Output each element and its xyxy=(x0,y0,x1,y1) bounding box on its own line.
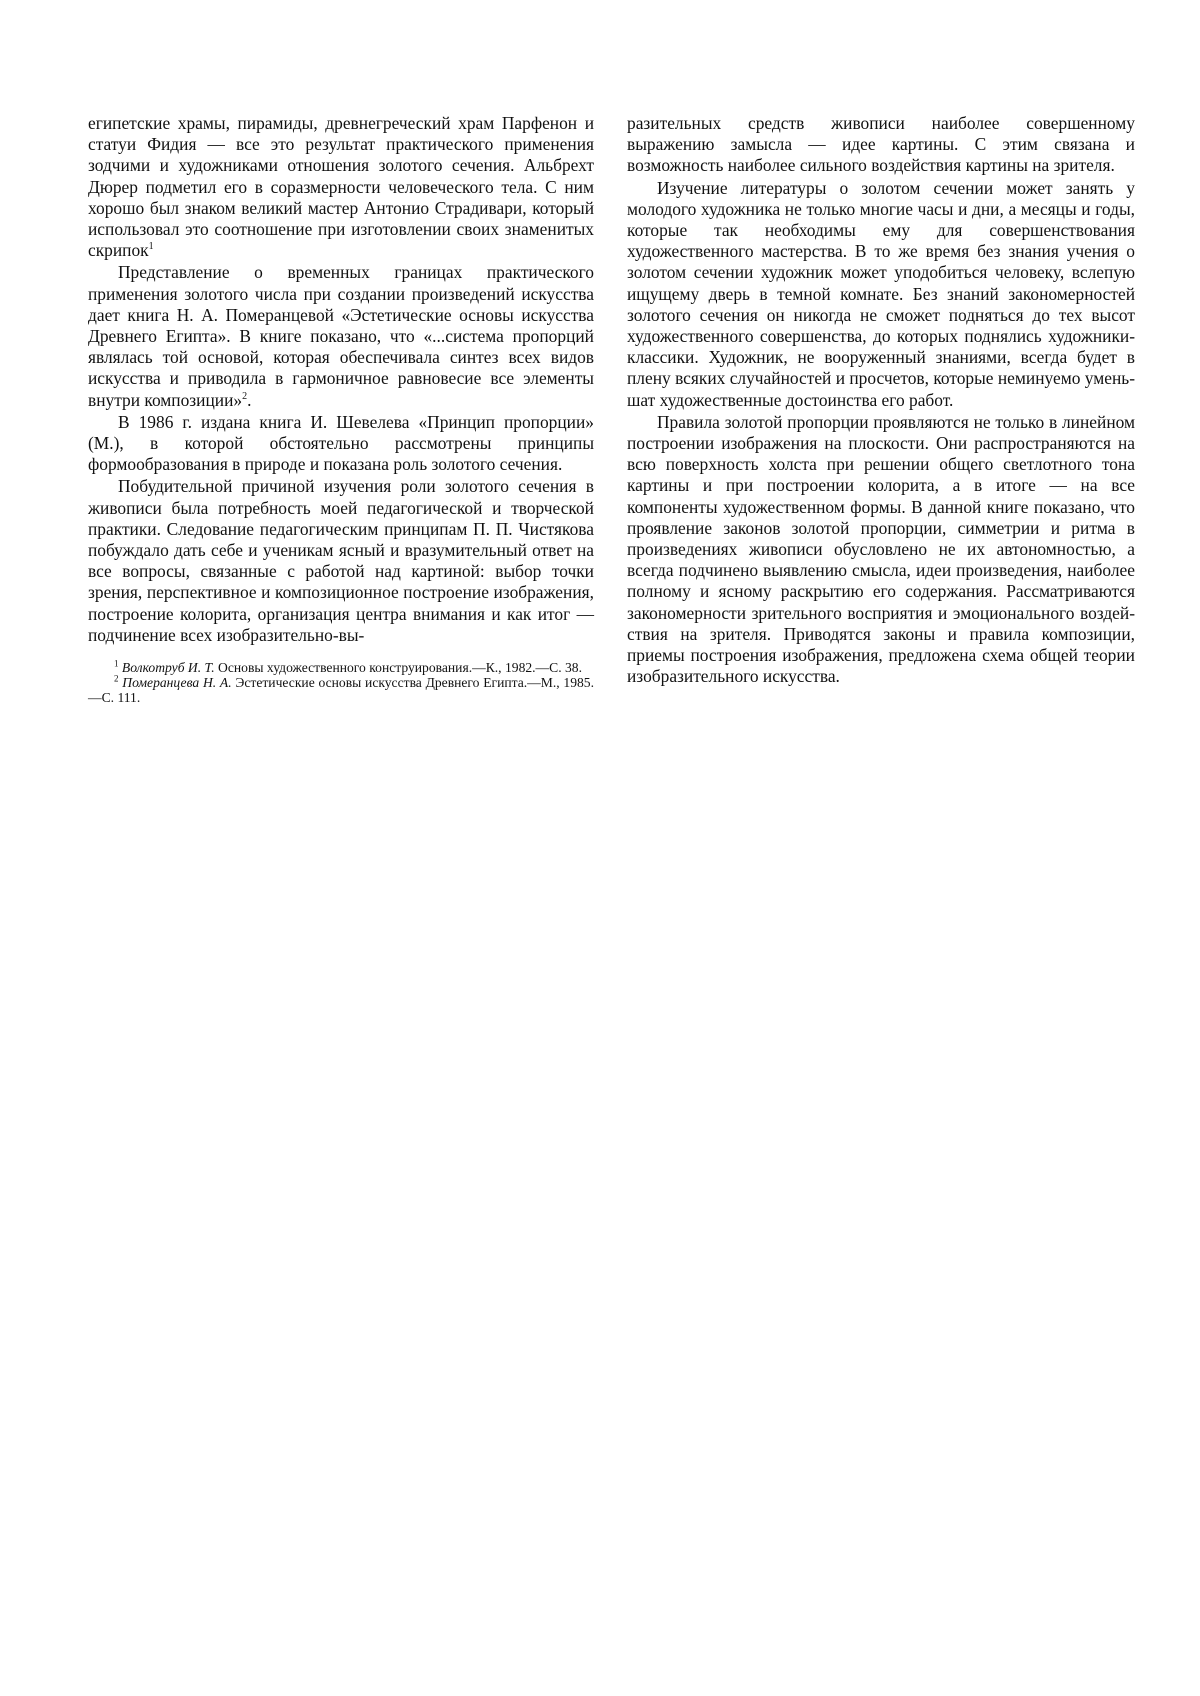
paragraph: В 1986 г. издана книга И. Шевелева «Принцип пропорции» (М.), в которой обстоятельно рассмотрены принципы формообразования в природе и показана роль золотого сечения. xyxy=(88,411,594,475)
paragraph: Изучение литературы о золотом сечении может занять у молодого художника не только многие часы и дни, а месяцы и годы, которые так необходимы ему для совершенствования художественного мастерства. В то же время без знания учения о золотом сечении художник может уподобиться человеку, вслепую ищущему дверь в темной комнате. Без знаний закономерностей золотого сечения он никогда не сможет подняться до тех высот художественного совершенства, до которых поднялись художники-классики. Художник, не вооруженный знаниями, всегда будет в плену всяких случайностей и просчетов, которые неминуемо уменьшат художественные достоинства его работ. xyxy=(627,177,1135,410)
paragraph: разительных средств живописи наиболее совершенному выражению замысла — идее картины. С этим связана и возможность наиболее сильного воздействия картины на зрителя. xyxy=(627,113,1135,176)
footnote-author: Померанцева Н. А. xyxy=(122,675,232,691)
paragraph: Побудительной причиной изучения роли золотого сечения в живописи была потребность моей педагогической и творческой практики. Следование педагогическим принципам П. П. Чистякова побуждало дать себе и ученикам ясный и вразумительный ответ на все вопросы, связанные с работой над картиной: выбор точки зрения, перспективное и композиционное построение изображения, построение колорита, организация центра внимания и как итог — подчинение всех изобразительно-вы- xyxy=(88,476,594,645)
footnote-ref: 2 xyxy=(242,390,248,402)
footnote-ref: 1 xyxy=(148,241,154,253)
right-column xyxy=(627,113,1135,687)
paragraph: египетские храмы, пирамиды, древнегреческий храм Парфенон и статуи Фидия — все это результат практического применения зодчими и художниками отношения золотого сечения. Альбрехт Дюрер подметил его в соразмерности человеческого тела. С ним хорошо был знаком великий мастер Антонио Страдивари, который использовал это соотношение при изготовлении своих знаменитых скрипок$^1$ xyxy=(88,113,594,261)
paragraph: Правила золотой пропорции проявляются не только в линейном построении изображения на плоскости. Они распространяются на всю поверхность холста при решении общего светлотного тона картины и при построении колорита, а в итоге — на все компоненты художественном формы. В данной книге показано, что проявление законов золотой пропорции, симметрии и ритма в произведениях живописи обусловлено не их автономностью, а всегда подчинено выявлению смысла, идеи произведения, наиболее полному и ясному раскрытию его содержания. Рассматриваются закономерности зрительного восприятия и эмоционального воздействия на зрителя. Приводятся законы и правила композиции, приемы построения изображения, предложена схема общей теории изобразительного искусства. xyxy=(627,411,1135,687)
footnote-author: Волкотруб И. Т. xyxy=(121,660,215,676)
paragraph: Представление о временных границах практического применения золотого числа при создании произведений искусства дает книга Н. А. Померанцевой «Эстетические основы искусства Древнего Египта». В книге показано, что «...система пропорций являлась той основой, которая обеспечивала синтез всех видов искусства и приводила в гармоничное равновесие все элементы внутри композиции»$^2$. xyxy=(88,262,594,410)
footnotes xyxy=(88,660,594,705)
footnote: $^2$ Померанцева Н. А. Эстетические основы искусства Древнего Египта.—М., 1985.—С. 111. xyxy=(88,673,594,706)
left-column xyxy=(88,113,594,705)
footnote: $^1$ Волкотруб И. Т. Основы художественного конструирования.—К., 1982.—С. 38. xyxy=(114,658,583,676)
